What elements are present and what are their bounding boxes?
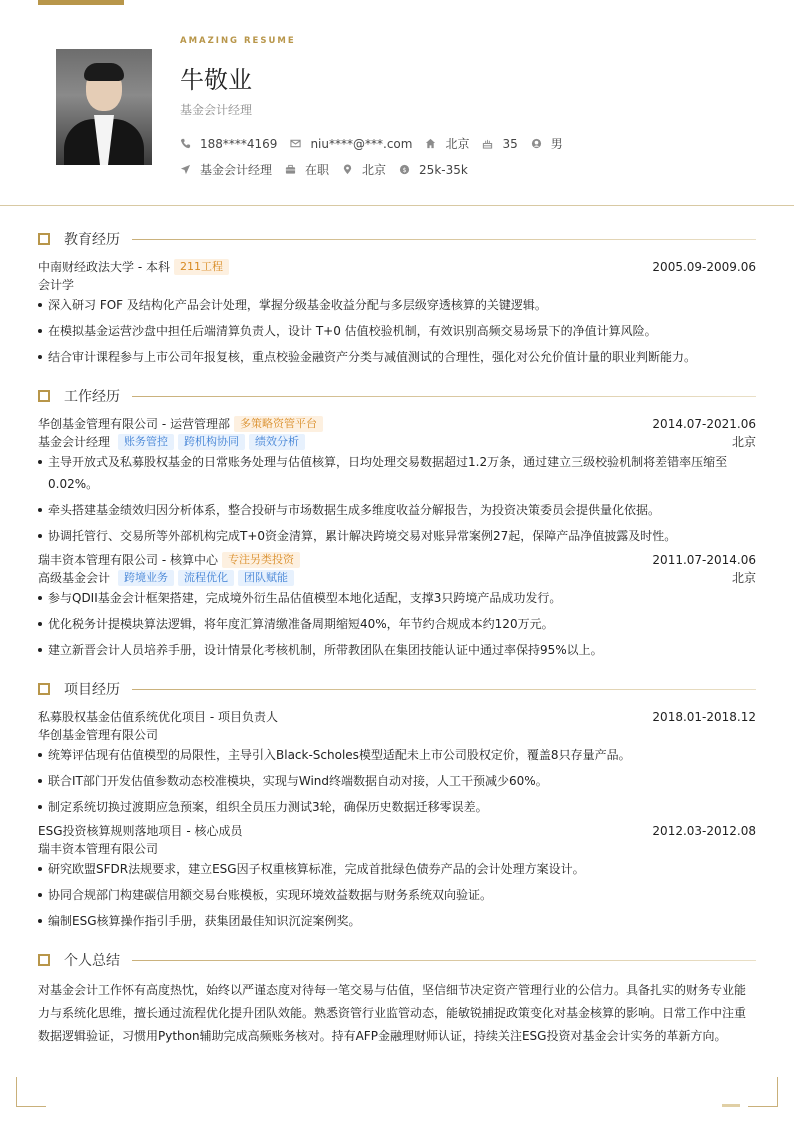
footer-accent-dash (722, 1104, 740, 1107)
work-role-row (38, 433, 756, 450)
skill-tag: 团队赋能 (238, 570, 294, 586)
list-item: 牵头搭建基金绩效归因分析体系，整合投研与市场数据生成多维度收益分解报告，为投资决策委员会提供量化依据。 (38, 499, 756, 521)
company-name: 华创基金管理有限公司 - 运营管理部 (38, 417, 230, 431)
status-item (285, 161, 329, 178)
contact-row (180, 135, 576, 152)
list-item: 参与QDII基金会计框架搭建，完成境外衍生品估值模型本地化适配，支撑3只跨境产品成功发行。 (38, 587, 756, 609)
work-date: 2011.07-2014.06 (652, 552, 756, 567)
work-entry-header (38, 415, 756, 432)
age-text: 35 (502, 136, 518, 151)
list-item: 研究欧盟SFDR法规要求，建立ESG因子权重核算标准，完成首批绿色债券产品的会计处理方案设计。 (38, 858, 756, 880)
work-city: 北京 (731, 435, 756, 449)
project-org-row (38, 726, 756, 743)
skill-tag: 绩效分析 (249, 434, 305, 450)
target-position-text: 基金会计经理 (200, 163, 273, 177)
project-title: 私募股权基金估值系统优化项目 - 项目负责人 (38, 710, 278, 724)
age-item (482, 137, 517, 151)
project-title: ESG投资核算规则落地项目 - 核心成员 (38, 824, 243, 838)
project-org: 华创基金管理有限公司 (38, 728, 159, 742)
corner-decoration-right (748, 1077, 778, 1107)
education-entry-header (38, 258, 756, 275)
section-summary (38, 951, 756, 969)
skill-tag: 流程优化 (178, 570, 234, 586)
section-marker-icon (38, 683, 50, 695)
target-city-item (342, 161, 386, 178)
section-divider (132, 960, 756, 961)
skill-tag: 账务管控 (118, 434, 174, 450)
section-projects (38, 680, 756, 698)
section-title-text: 工作经历 (64, 389, 120, 405)
project-date: 2018.01-2018.12 (652, 709, 756, 724)
salary-item (399, 163, 468, 177)
target-city-text: 北京 (362, 163, 387, 177)
company-name: 瑞丰资本管理有限公司 - 核算中心 (38, 553, 218, 567)
home-city-text: 北京 (445, 137, 470, 151)
section-divider (132, 689, 756, 690)
mail-icon (290, 138, 301, 149)
project-org-row (38, 840, 756, 857)
gender-item (531, 135, 563, 152)
resume-header (0, 0, 794, 206)
work-role-row (38, 569, 756, 586)
list-item: 协调托管行、交易所等外部机构完成T+0资金清算，累计解决跨境交易对账异常案例27起，保障产品净值披露及时性。 (38, 525, 756, 547)
list-item: 结合审计课程参与上市公司年报复核，重点校验金融资产分类与减值测试的合理性，强化对公允价值计量的职业判断能力。 (38, 346, 756, 368)
section-marker-icon (38, 954, 50, 966)
education-major-row (38, 276, 756, 293)
salary-icon (399, 164, 410, 175)
email-text: niu****@***.com (310, 136, 413, 151)
role-name: 高级基金会计 (38, 571, 111, 585)
list-item: 建立新晋会计人员培养手册，设计情景化考核机制，所带教团队在集团技能认证中通过率保持95%以上。 (38, 639, 756, 661)
candidate-title: 基金会计经理 (180, 103, 253, 117)
role-name: 基金会计经理 (38, 435, 111, 449)
skill-tag: 跨机构协同 (178, 434, 245, 450)
phone-icon (180, 138, 191, 149)
list-item: 联合IT部门开发估值参数动态校准模块，实现与Wind终端数据自动对接，人工干预减少60%。 (38, 770, 756, 792)
major-name: 会计学 (38, 278, 75, 292)
status-text: 在职 (305, 163, 330, 177)
project-org: 瑞丰资本管理有限公司 (38, 842, 159, 856)
gender-text: 男 (550, 137, 563, 151)
section-title-text: 项目经历 (64, 682, 120, 698)
project-entry-header (38, 822, 756, 839)
home-item (425, 135, 469, 152)
phone-text: 188****4169 (200, 136, 278, 151)
school-name: 中南财经政法大学 - 本科 (38, 260, 170, 274)
cake-icon (482, 138, 493, 149)
salary-text: 25k-35k (419, 162, 468, 177)
section-divider (132, 396, 756, 397)
section-title-text: 教育经历 (64, 232, 120, 248)
list-item: 优化税务计提模块算法逻辑，将年度汇算清缴准备周期缩短40%，年节约合规成本约120万元。 (38, 613, 756, 635)
section-title-text: 个人总结 (64, 953, 120, 969)
list-item: 深入研习 FOF 及结构化产品会计处理，掌握分级基金收益分配与多层级穿透核算的关键逻辑。 (38, 294, 756, 316)
list-item: 统筹评估现有估值模型的局限性，主导引入Black-Scholes模型适配未上市公司股权定价，覆盖8只存量产品。 (38, 744, 756, 766)
section-marker-icon (38, 233, 50, 245)
school-tag: 211工程 (174, 259, 229, 275)
project-date: 2012.03-2012.08 (652, 823, 756, 838)
list-item: 在模拟基金运营沙盘中担任后端清算负责人，设计 T+0 估值校验机制，有效识别高频交易场景下的净值计算风险。 (38, 320, 756, 342)
work-date: 2014.07-2021.06 (652, 416, 756, 431)
company-tag: 多策略资管平台 (234, 416, 323, 432)
svg-text:$: $ (402, 165, 407, 174)
briefcase-icon (285, 164, 296, 175)
section-marker-icon (38, 390, 50, 402)
list-item: 制定系统切换过渡期应急预案，组织全员压力测试3轮，确保历史数据迁移零误差。 (38, 796, 756, 818)
candidate-name: 牛敬业 (180, 66, 252, 94)
skill-tag: 跨境业务 (118, 570, 174, 586)
target-position-item (180, 161, 272, 178)
phone-item (180, 137, 277, 151)
job-intent-row (180, 161, 481, 178)
section-divider (132, 239, 756, 240)
company-tag: 专注另类投资 (222, 552, 300, 568)
section-work (38, 387, 756, 405)
project-entry-header (38, 708, 756, 725)
list-item: 主导开放式及私募股权基金的日常账务处理与估值核算，日均处理交易数据超过1.2万条，通过建立三级校验机制将差错率压缩至0.02%。 (38, 451, 756, 495)
send-icon (180, 164, 191, 175)
email-item (290, 137, 412, 151)
list-item: 编制ESG核算操作指引手册，获集团最佳知识沉淀案例奖。 (38, 910, 756, 932)
home-icon (425, 138, 436, 149)
brand-label: AMAZING RESUME (180, 36, 296, 46)
work-entry-header (38, 551, 756, 568)
list-item: 协同合规部门构建碳信用额交易台账模板，实现环境效益数据与财务系统双向验证。 (38, 884, 756, 906)
corner-decoration-left (16, 1077, 46, 1107)
work-city: 北京 (731, 571, 756, 585)
profile-photo (56, 49, 152, 165)
education-date: 2005.09-2009.06 (652, 259, 756, 274)
section-education (38, 230, 756, 248)
location-pin-icon (342, 164, 353, 175)
summary-text: 对基金会计工作怀有高度热忱，始终以严谨态度对待每一笔交易与估值，坚信细节决定资产管理行业的公信力。具备扎实的财务专业能力与系统化思维，擅长通过流程优化提升团队效能。熟悉资管行业监管动态，能敏锐捕捉政策变化对基金核算的影响。日常工作中注重数据逻辑验证，习惯用Python辅助完成高频账务核对。持有AFP金融理财师认证，持续关注ESG投资对基金会计实务的革新方向。 (38, 983, 747, 1043)
gender-icon (531, 138, 542, 149)
